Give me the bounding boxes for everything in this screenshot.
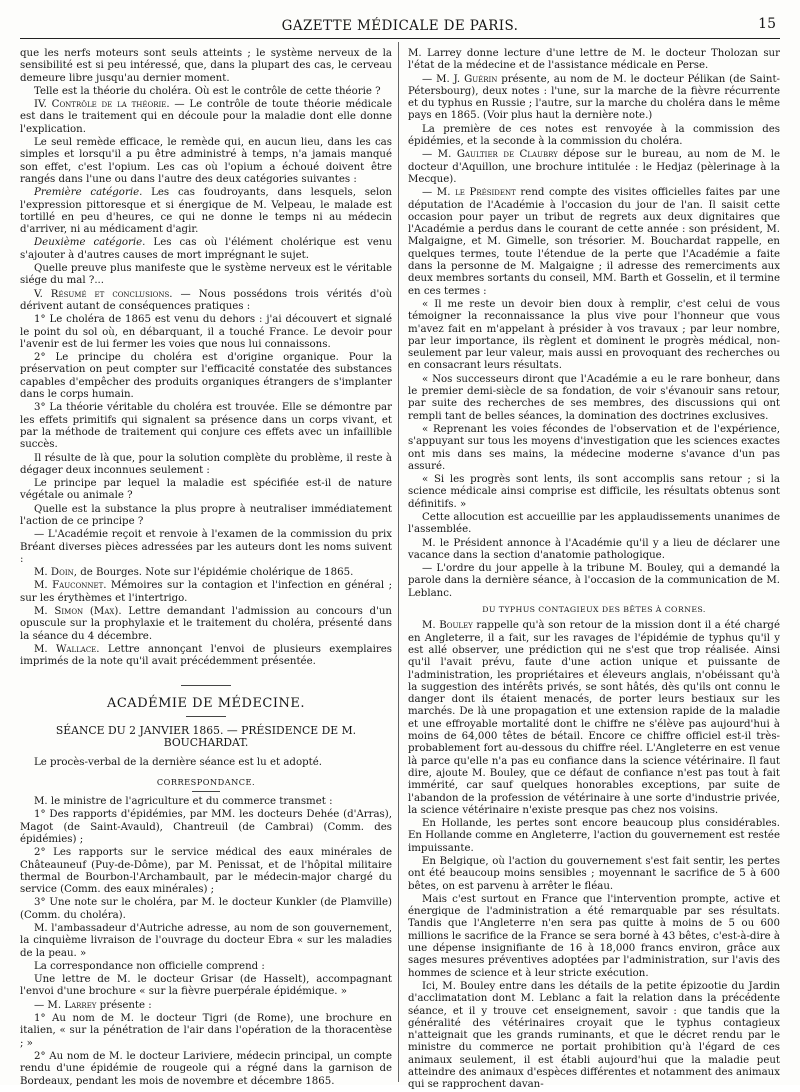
paragraph-text: Telle est la théorie du choléra. Où est le contrôle de cette théorie ? — [34, 85, 381, 97]
paragraph-text: — L'ordre du jour appelle à la tribune M. Bouley, qui a demandé la parole dans la dernière séance, à l'occasion de la communication de M. Leblanc. — [408, 563, 780, 599]
paragraph — [20, 99, 392, 136]
paragraph — [20, 567, 392, 579]
paragraph-lead: M. Wallace. — [34, 643, 100, 655]
paragraph — [408, 149, 780, 186]
paragraph — [408, 187, 780, 298]
left-column — [20, 48, 393, 1087]
paragraph-text: — Le contrôle de toute théorie médicale est dans le traitement qui en découle pour la maladie dont elle donne l'explication. — [20, 99, 393, 135]
paragraph — [408, 818, 780, 855]
paragraph-italic-lead: Deuxième catégorie. — [34, 237, 146, 249]
paragraph — [408, 74, 780, 123]
paragraph — [20, 263, 392, 288]
paragraph — [20, 1051, 392, 1088]
paragraph — [408, 563, 780, 600]
paragraph — [20, 48, 392, 85]
paragraph-text: — L'Académie reçoit et renvoie à l'examen de la commission du prix Bréant diverses pièces adressées par les auteurs dont les noms suivent : — [20, 529, 392, 565]
paragraph — [20, 1013, 392, 1050]
paragraph-text: M. le ministre de l'agriculture et du commerce transmet : — [34, 796, 333, 808]
paragraph-text: Quelle est la substance la plus propre à neutraliser immédiatement l'action de ce principe ? — [20, 503, 392, 527]
paragraph-lead: — M. Larrey — [34, 999, 97, 1011]
paragraph-italic-lead: Première catégorie. — [34, 187, 143, 199]
paragraph-lead: M. Fauconnet. — [34, 580, 107, 592]
paragraph-text: M. le Président annonce à l'Académie qu'il y a lieu de déclarer une vacance dans la section d'anatomie pathologique. — [408, 537, 780, 561]
paragraph-text: Les cas foudroyants, dans lesquels, selon l'expression pittoresque et si énergique de M. Velpeau, le malade est tortillé en peu d'heures, ce qui ne donne le temps ni au médecin d'arriver, ni au médicament d'agir. — [20, 187, 392, 236]
paragraph — [20, 187, 392, 236]
paragraph — [20, 529, 392, 566]
paragraph-lead: M. Simon (Max). — [34, 606, 122, 618]
academy-heading: ACADÉMIE DE MÉDECINE. — [20, 685, 392, 717]
paragraph-text: La correspondance non officielle comprend : — [34, 960, 265, 972]
paragraph — [408, 620, 780, 817]
paragraph — [20, 644, 392, 669]
paragraph-text: 1° Le choléra de 1865 est venu du dehors : j'ai découvert et signalé le point du sol où, en débarquant, il a touché France. Le devoir pour l'avenir est de lui fermer les voies que nous lui connaissons. — [20, 314, 392, 350]
proces-verbal: Le procès-verbal de la dernière séance est lu et adopté. — [34, 757, 322, 769]
paragraph-text: M. Larrey donne lecture d'une lettre de M. le docteur Tholozan sur l'état de la médecine et de l'assistance médicale en Perse. — [408, 48, 780, 72]
paragraph — [20, 402, 392, 451]
paragraph-lead: — M. Gaultier de Claubry — [422, 149, 558, 161]
right-column — [408, 48, 780, 1091]
paragraph — [408, 894, 780, 980]
paragraph-text: Une lettre de M. le docteur Grisar (de Hasselt), accompagnant l'envoi d'une brochure « sur la fièvre puerpérale épidémique. » — [20, 974, 392, 998]
paragraph — [20, 580, 392, 605]
paragraph-text: « Nos successeurs diront que l'Académie a eu le rare bonheur, dans le premier demi-siècle de sa fondation, de voir s'évanouir sans retour, par suite des recherches de ses membres, des discussions qui ont rempli tant de belles séances, la domination des doctrines exclusives. — [408, 373, 780, 422]
typhus-paragraphs — [408, 620, 780, 1091]
paragraph-text: 2° Le principe du choléra est d'origine organique. Pour la préservation on peut compter sur l'efficacité constatée des substances capables d'empêcher des produits organiques étrangers de s'implanter dans le corps humain. — [20, 352, 392, 401]
paragraph — [20, 86, 392, 98]
paragraph-lead: — M. le Président — [422, 187, 516, 199]
paragraph — [408, 856, 780, 893]
paragraph-text: En Belgique, où l'action du gouvernement s'est fait sentir, les pertes ont été beaucoup moins sensibles ; moyennant le sacrifice de 5 à 600 bêtes, on est parvenu à arrêter le fléau. — [408, 856, 780, 892]
paragraph-text: En Hollande, les pertes sont encore beaucoup plus considérables. En Hollande comme en Angleterre, l'action du gouvernement est restée impuissante. — [408, 818, 780, 854]
paragraph — [408, 424, 780, 473]
paragraph-text: dépose sur le bureau, au nom de M. le docteur d'Aquillon, une brochure intitulée : le Hedjaz (pèlerinage à la Mecque). — [408, 149, 780, 185]
paragraph — [20, 961, 392, 973]
paragraph-text: Il résulte de là que, pour la solution complète du problème, il reste à dégager deux inconnues seulement : — [20, 452, 392, 476]
paragraph-text: 2° Les rapports sur le service médical des eaux minérales de Châteauneuf (Puy-de-Dôme), par M. Penissat, et de l'hôpital militaire thermal de Bourbon-l'Archambault, par le médecin-major chargé du service (Comm. des eaux minérales) ; — [20, 847, 392, 896]
paragraph — [20, 137, 392, 186]
paragraph-text: Le principe par lequel la maladie est spécifiée est-il de nature végétale ou animale ? — [20, 478, 392, 502]
paragraph — [408, 474, 780, 511]
correspondance-paragraphs — [20, 796, 392, 1088]
column-divider — [398, 42, 399, 1082]
paragraph-text: 1° Au nom de M. le docteur Tigri (de Rome), une brochure en italien, « sur la pénétration de l'air dans l'opération de la thoracentèse ; » — [20, 1013, 392, 1049]
paragraph — [408, 538, 780, 563]
paragraph-text: Les cas où l'élément cholérique est venu s'ajouter à d'autres causes de mort imprégnant le sujet. — [20, 237, 393, 261]
paragraph-text: — Nous possédons trois vérités d'où dérivent autant de conséquences pratiques : — [20, 288, 393, 312]
paragraph-lead: — M. J. Guérin — [422, 73, 498, 85]
paragraph-text: M. l'ambassadeur d'Autriche adresse, au nom de son gouvernement, la cinquième livraison de l'ouvrage du docteur Ebra « sur les maladies de la peau. » — [20, 923, 392, 959]
paragraph — [20, 453, 392, 478]
paragraph — [20, 847, 392, 896]
paragraph — [20, 504, 392, 529]
paragraph-text: « Reprenant les voies fécondes de l'observation et de l'expérience, s'appuyant sur tous les moyens d'investigation que les sciences exactes ont mis dans ses mains, la médecine moderne s'avance d'un pas assuré. — [408, 423, 780, 472]
paragraph — [20, 606, 392, 643]
paragraph-text: Lettre demandant l'admission au concours d'un opuscule sur la prophylaxie et le traitement du choléra, présenté dans la séance du 4 décembre. — [20, 606, 392, 642]
seance-heading: SÉANCE DU 2 JANVIER 1865. — PRÉSIDENCE DE M. BOUCHARDAT. — [55, 723, 357, 750]
paragraph — [20, 809, 392, 846]
right-paragraphs — [408, 48, 780, 600]
paragraph-text: rappelle qu'à son retour de la mission dont il a été chargé en Angleterre, il a fait, sur les ravages de l'épidémie de typhus qu'il y est allé observer, une prédiction qui ne s'est que trop réalisée. Ainsi qu'il l'avait prévu, faute d'une action unique et puissante de l'administration, les propriétaires et éleveurs anglais, n'obéissant qu'à la suggestion des intérêts privés, se sont hâtés, dès qu'ils ont connu le danger dont ils étaient menacés, de porter leurs bestiaux sur les marchés. De là une propagation et une extension rapide de la maladie et une effroyable mortalité dont le chiffre ne s'élève pas aujourd'hui à moins de 64,000 têtes de bétail. Encore ce chiffre officiel est-il très-probablement fort au-dessous du chiffre réel. L'Angleterre en est venue là parce qu'elle n'a pas eu confiance dans la science vétérinaire. Il faut dire, ajoute M. Bouley, que ce défaut de confiance n'est pas tout à fait immérité, car sauf quelques honorables exceptions, par suite de l'abandon de la profession de vétérinaire à une sorte d'industrie privée, la science vétérinaire n'existe presque pas chez nos voisins. — [408, 620, 780, 816]
paragraph — [20, 289, 392, 314]
paragraph-text: 2° Au nom de M. le docteur Lariviere, médecin principal, un compte rendu d'une épidémie de rougeole qui a régné dans la garnison de Bordeaux, pendant les mois de novembre et décembre 1865. — [20, 1050, 392, 1087]
paragraph-lead: M. Doin, — [34, 567, 77, 579]
paragraph-lead: IV. Contrôle de la théorie. — [34, 99, 170, 111]
page-header — [20, 8, 780, 39]
left-paragraphs — [20, 48, 392, 669]
paragraph-text: de Bourges. Note sur l'épidémie cholérique de 1865. — [76, 567, 354, 579]
paragraph-text: Le seul remède efficace, le remède qui, en aucun lieu, dans les cas simples et lorsqu'il a pu être administré à temps, n'a jamais manqué son effet, c'est l'opium. Les cas où l'opium a échoué doivent être rangés dans l'une ou dans l'autre des deux catégories suivantes : — [20, 137, 392, 185]
paragraph-text: Ici, M. Bouley entre dans les détails de la petite épizootie du Jardin d'acclimatation dont M. Leblanc a fait la relation dans la précédente séance, et il y trouve cet enseignement, savoir : que tandis que la généralité des vétérinaires croyait que le typhus contagieux n'atteignait que les grands ruminants, et que le décret rendu par le ministre du commerce ne portait prohibition qu'à l'égard de ces animaux seulement, il est établi aujourd'hui que la maladie peut atteindre des animaux d'espèces différentes et notamment des animaux qui se rapprochent davan- — [408, 980, 780, 1091]
paragraph-text: « Il me reste un devoir bien doux à remplir, c'est celui de vous témoigner la reconnaissance la plus vive pour l'honneur que vous m'avez fait en m'appelant à présider à vos travaux ; par leur nombre, par leur importance, ils règlent et dominent le progrès médical, non-seulement par leur valeur, mais aussi en provoquant des recherches ou en consacrant leurs résultats. — [408, 298, 780, 372]
paragraph — [20, 1000, 392, 1012]
paragraph — [408, 512, 780, 537]
paragraph-text: Mémoires sur la contagion et l'infection en général ; sur les érythèmes et l'intertrigo. — [20, 580, 393, 604]
paragraph-text: présente : — [96, 999, 152, 1011]
paragraph — [20, 974, 392, 999]
paragraph — [408, 981, 780, 1092]
paragraph-text: 3° La théorie véritable du choléra est trouvée. Elle se démontre par les effets primitifs qui signalent sa présence dans un corps vivant, et par la méthode de traitement qui conjure ces effets avec un infaillible succès. — [20, 402, 392, 451]
paragraph-lead: V. Résumé et conclusions. — [34, 288, 173, 300]
paragraph — [408, 48, 780, 73]
paragraph — [20, 237, 392, 262]
typhus-heading: DU TYPHUS CONTAGIEUX DES BÊTES À CORNES. — [482, 605, 706, 615]
paragraph-text: Mais c'est surtout en France que l'intervention prompte, active et énergique de l'administration a été remarquable par ses résultats. Tandis que l'Angleterre n'en sera pas quitte à moins de 5 ou 600 millions le sacrifice de la France se sera borné à 43 bêtes, c'est-à-dire à une dépense insignifiante de 16 à 18,000 francs environ, grâce aux sages mesures préventives adoptées par l'administration, sur l'avis des hommes de science et à leur stricte exécution. — [408, 893, 780, 979]
paragraph — [20, 796, 392, 808]
correspondance-heading: CORRESPONDANCE. — [20, 776, 392, 792]
paragraph-text: 1° Des rapports d'épidémies, par MM. les docteurs Dehée (d'Arras), Magot (de Saint-Avauld), Chantreuil (de Cambrai) (Comm. des épidémies) ; — [20, 809, 392, 845]
paragraph — [20, 923, 392, 960]
paragraph — [20, 314, 392, 351]
paragraph-text: 3° Une note sur le choléra, par M. le docteur Kunkler (de Plamville) (Comm. du choléra). — [20, 897, 392, 921]
paragraph-text: que les nerfs moteurs sont seuls atteints ; le système nerveux de la sensibilité est si peu intéressé, que, dans la plupart des cas, le cerveau demeure libre jusqu'au dernier moment. — [20, 48, 392, 84]
paragraph-lead: M. Bouley — [422, 620, 473, 632]
paragraph-text: « Si les progrès sont lents, ils sont accomplis sans retour ; si la science médicale ainsi comprise est difficile, les résultats obtenus sont définitifs. » — [408, 474, 780, 510]
paragraph — [20, 478, 392, 503]
paragraph — [20, 352, 392, 401]
paragraph — [408, 374, 780, 423]
paragraph-text: Quelle preuve plus manifeste que le système nerveux est le véritable siége du mal ?... — [20, 263, 392, 287]
journal-title: GAZETTE MÉDICALE DE PARIS. — [281, 18, 519, 34]
paragraph — [408, 299, 780, 373]
paragraph — [408, 124, 780, 149]
page-number: 15 — [758, 16, 776, 32]
paragraph-text: La première de ces notes est renvoyée à la commission des épidémies, et la seconde à la commission du choléra. — [408, 123, 780, 148]
paragraph-text: présente, au nom de M. le docteur Pélikan (de Saint-Pétersbourg), deux notes : l'une, sur la marche de la fièvre récurrente et du typhus en Russie ; l'autre, sur la marche du choléra dans le même pays en 1865. (Voir plus haut la dernière note.) — [408, 73, 780, 122]
paragraph-text: Cette allocution est accueillie par les applaudissements unanimes de l'assemblée. — [408, 511, 780, 536]
paragraph-text: rend compte des visites officielles faites par une députation de l'Académie à l'occasion du jour de l'an. Il saisit cette occasion pour payer un tribut de regrets aux deux dignitaires que l'Académie a perdus dans le courant de cette année : son président, M. Malgaigne, et M. Gimelle, son trésorier. M. Bouchardat rappelle, en quelques termes, toute l'étendue de la perte que l'Académie a faite dans la personne de M. Malgaigne ; il adresse des remerciments aux deux membres sortants du conseil, MM. Barth et Gosselin, et il termine en ces termes : — [408, 187, 780, 297]
paragraph-text: Lettre annonçant l'envoi de plusieurs exemplaires imprimés de la note qu'il avait précédemment présentée. — [20, 643, 393, 668]
paragraph — [20, 897, 392, 922]
